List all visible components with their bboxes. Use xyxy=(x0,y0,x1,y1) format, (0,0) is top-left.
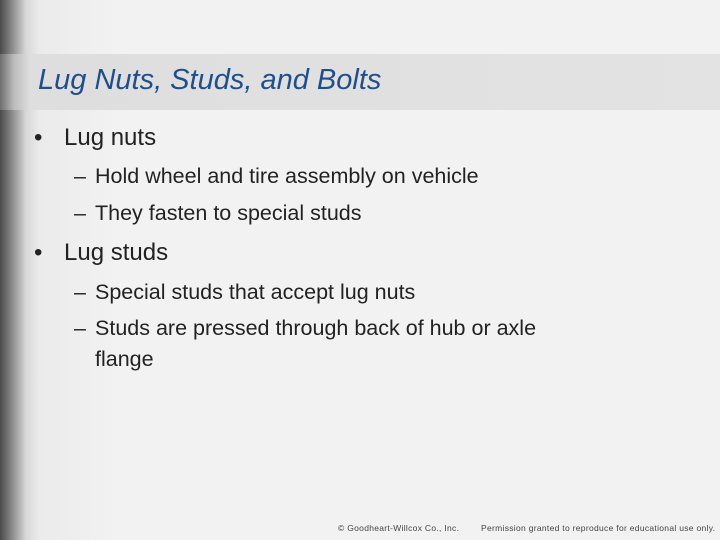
sub-bullet-item xyxy=(74,201,362,226)
bullet-text: Lug nuts xyxy=(64,124,157,151)
sub-bullet-continuation: flange xyxy=(95,347,154,371)
sub-bullet-text: Studs are pressed through back of hub or axle xyxy=(95,316,537,340)
sub-bullet-marker: – xyxy=(74,201,86,225)
sub-bullet-item xyxy=(74,316,536,341)
bullet-item xyxy=(34,239,168,267)
sub-bullet-text: Hold wheel and tire assembly on vehicle xyxy=(95,164,479,188)
bullet-marker: • xyxy=(34,239,43,266)
footer-permission: Permission granted to reproduce for educational use only. xyxy=(481,523,716,533)
sub-bullet-marker: – xyxy=(74,280,86,304)
sub-bullet-marker: – xyxy=(74,164,86,188)
slide-title: Lug Nuts, Studs, and Bolts xyxy=(38,64,382,96)
bullet-marker: • xyxy=(34,124,43,151)
sub-bullet-item xyxy=(74,164,479,189)
bullet-text: Lug studs xyxy=(64,239,169,266)
sub-bullet-text: They fasten to special studs xyxy=(95,201,362,225)
sub-bullet-marker: – xyxy=(74,316,86,340)
bullet-item xyxy=(34,124,156,152)
sub-bullet-text: Special studs that accept lug nuts xyxy=(95,280,416,304)
sub-bullet-item xyxy=(74,280,415,305)
footer-copyright: © Goodheart-Willcox Co., Inc. xyxy=(338,523,460,533)
